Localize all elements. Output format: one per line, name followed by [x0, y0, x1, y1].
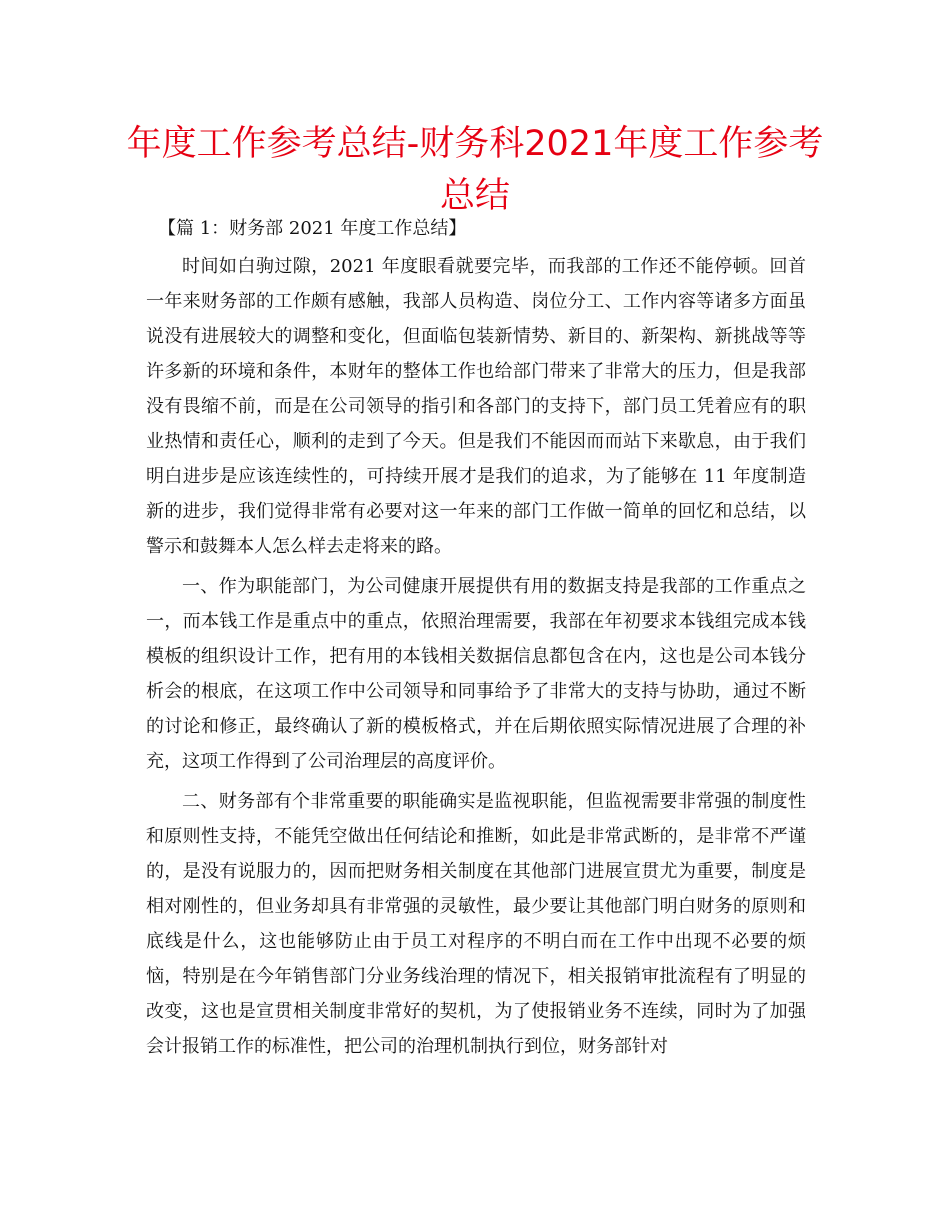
section-label: 【篇 1：财务部 2021 年度工作总结】	[158, 218, 467, 239]
paragraph-intro: 时间如白驹过隙，2021 年度眼看就要完毕，而我部的工作还不能停顿。回首一年来财务部的工作颇有感触，我部人员构造、岗位分工、工作内容等诸多方面虽说没有进展较大的调整和变化，但面临包装新情势、新目的、新架构、新挑战等等许多新的环境和条件，本财年的整体工作也给部门带来了非常大的压力，但是我部没有畏缩不前，而是在公司领导的指引和各部门的支持下，部门员工凭着应有的职业热情和责任心，顺利的走到了今天。但是我们不能因而而站下来歇息，由于我们明白进步是应该连续性的，可持续开展才是我们的追求，为了能够在 11 年度制造新的进步，我们觉得非常有必要对这一年来的部门工作做一简单的回忆和总结，以警示和鼓舞本人怎么样去走将来的路。	[146, 256, 806, 557]
paragraph-one: 一、作为职能部门，为公司健康开展提供有用的数据支持是我部的工作重点之一，而本钱工作是重点中的重点，依照治理需要，我部在年初要求本钱组完成本钱模板的组织设计工作，把有用的本钱相关数据信息都包含在内，这也是公司本钱分析会的根底，在这项工作中公司领导和同事给予了非常大的支持与协助，通过不断的讨论和修正，最终确认了新的模板格式，并在后期依照实际情况进展了合理的补充，这项工作得到了公司治理层的高度评价。	[146, 576, 806, 772]
paragraph-two: 二、财务部有个非常重要的职能确实是监视职能，但监视需要非常强的制度性和原则性支持，不能凭空做出任何结论和推断，如此是非常武断的，是非常不严谨的，是没有说服力的，因而把财务相关制度在其他部门进展宣贯尤为重要，制度是相对刚性的，但业务却具有非常强的灵敏性，最少要让其他部门明白财务的原则和底线是什么，这也能够防止由于员工对程序的不明白而在工作中出现不必要的烦恼，特别是在今年销售部门分业务线治理的情况下，相关报销审批流程有了明显的改变，这也是宣贯相关制度非常好的契机，为了使报销业务不连续，同时为了加强会计报销工作的标准性，把公司的治理机制执行到位，财务部针对	[146, 791, 806, 1057]
document-body	[146, 214, 806, 1064]
document-title: 年度工作参考总结-财务科2021年度工作参考总结	[126, 124, 824, 216]
